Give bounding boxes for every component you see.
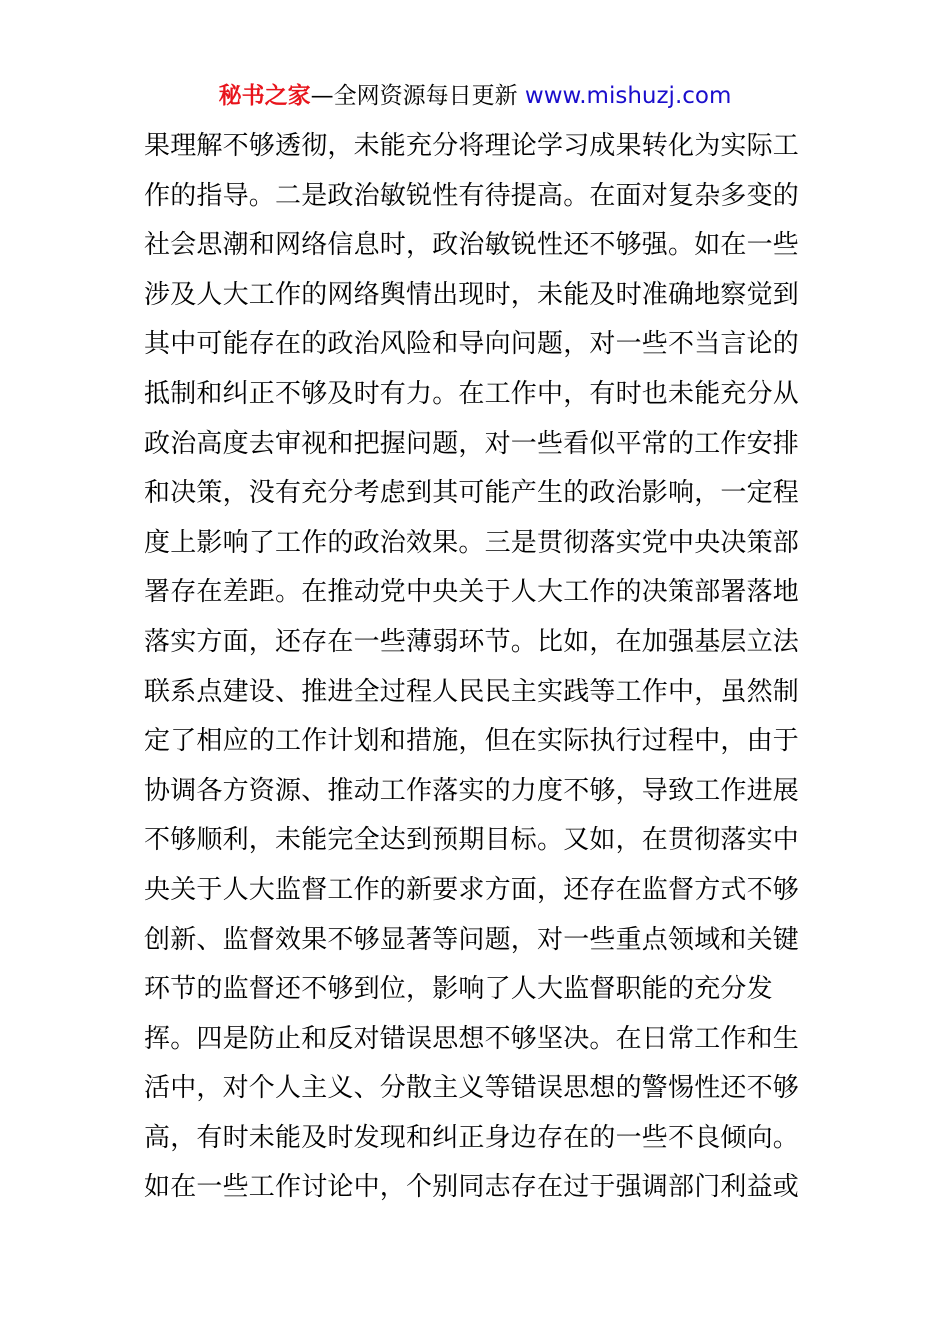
text-line: 度上影响了工作的政治效果。三是贯彻落实党中央决策部: [144, 527, 800, 558]
text-line: 央关于人大监督工作的新要求方面，还存在监督方式不够: [144, 874, 800, 905]
text-line: 其中可能存在的政治风险和导向问题，对一些不当言论的: [144, 329, 800, 360]
text-line: 和决策，没有充分考虑到其可能产生的政治影响，一定程: [144, 478, 800, 509]
text-line: 挥。四是防止和反对错误思想不够坚决。在日常工作和生: [144, 1023, 800, 1054]
brand-name: 秘书之家: [218, 83, 311, 109]
text-line: 不够顺利，未能完全达到预期目标。又如，在贯彻落实中: [144, 825, 800, 856]
text-line: 政治高度去审视和把握问题，对一些看似平常的工作安排: [144, 428, 800, 459]
text-line: 涉及人大工作的网络舆情出现时，未能及时准确地察觉到: [144, 279, 800, 310]
text-line: 社会思潮和网络信息时，政治敏锐性还不够强。如在一些: [144, 230, 800, 261]
text-line: 作的指导。二是政治敏锐性有待提高。在面对复杂多变的: [144, 180, 800, 211]
text-line: 联系点建设、推进全过程人民民主实践等工作中，虽然制: [144, 676, 800, 707]
text-line: 果理解不够透彻，未能充分将理论学习成果转化为实际工: [144, 131, 800, 161]
text-line: 抵制和纠正不够及时有力。在工作中，有时也未能充分从: [144, 378, 800, 409]
text-line: 环节的监督还不够到位，影响了人大监督职能的充分发: [144, 974, 773, 1005]
document-body: [144, 122, 814, 1213]
header-slogan: —全网资源每日更新: [310, 83, 525, 109]
text-line: 署存在差距。在推动党中央关于人大工作的决策部署落地: [144, 577, 800, 608]
text-line: 协调各方资源、推动工作落实的力度不够，导致工作进展: [144, 775, 800, 806]
text-line: 落实方面，还存在一些薄弱环节。比如，在加强基层立法: [144, 626, 800, 657]
text-line: 定了相应的工作计划和措施，但在实际执行过程中，由于: [144, 726, 800, 757]
text-line: 高，有时未能及时发现和纠正身边存在的一些不良倾向。: [144, 1122, 800, 1153]
text-line: 创新、监督效果不够显著等问题，对一些重点领域和关键: [144, 924, 800, 955]
text-line: 活中，对个人主义、分散主义等错误思想的警惕性还不够: [144, 1073, 800, 1104]
page-header: [0, 78, 950, 114]
text-line: 如在一些工作讨论中，个别同志存在过于强调部门利益或: [144, 1172, 800, 1203]
site-url-link[interactable]: www.mishuzj.com: [524, 83, 732, 109]
